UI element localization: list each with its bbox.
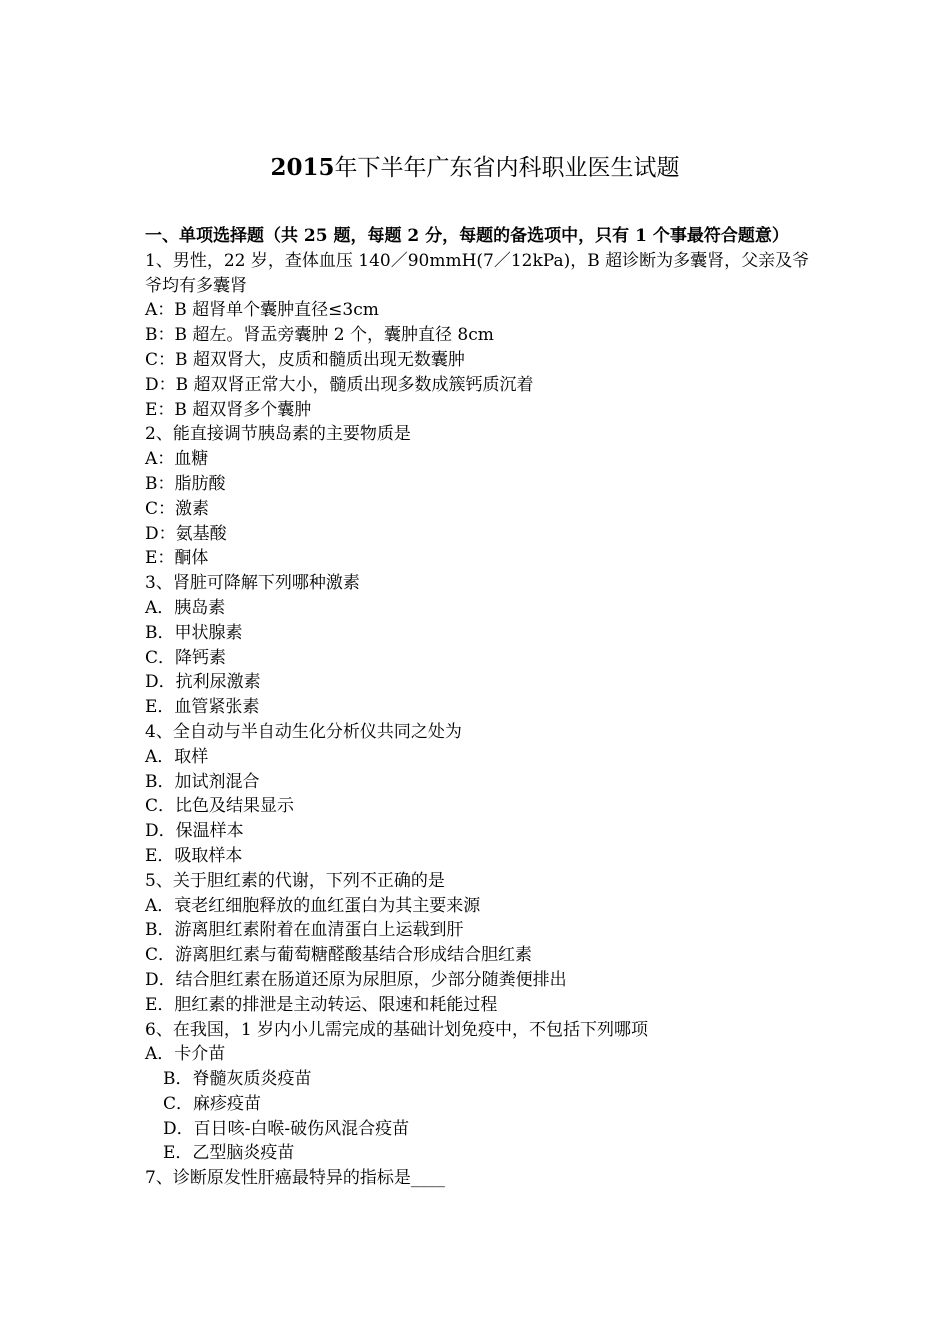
question-option: D：氨基酸: [145, 523, 227, 544]
question-option: B．游离胆红素附着在血清蛋白上运载到肝: [145, 920, 464, 941]
question-stem: 6、在我国，1 岁内小儿需完成的基础计划免疫中，不包括下列哪项: [145, 1019, 649, 1040]
question-option: A．胰岛素: [145, 597, 226, 618]
question-option: E：B 超双肾多个囊肿: [145, 399, 312, 420]
question-option: A：血糖: [145, 449, 209, 470]
question-stem: 1、男性，22 岁，查体血压 140／90mmH(7／12kPa)，B 超诊断为多囊肾，父亲及爷爷均有多囊肾: [145, 250, 810, 296]
question-option: A：B 超肾单个囊肿直径≤3cm: [145, 300, 379, 321]
question-option: A．卡介苗: [145, 1044, 226, 1065]
question-option: C．麻疹疫苗: [163, 1093, 262, 1114]
question-option: B．加试剂混合: [145, 771, 260, 792]
document-body: [145, 224, 810, 1191]
question-option: D．抗利尿激素: [145, 672, 261, 693]
question-option: D．结合胆红素在肠道还原为尿胆原，少部分随粪便排出: [145, 969, 567, 990]
question-option: E．乙型脑炎疫苗: [163, 1143, 295, 1164]
question-stem: 5、关于胆红素的代谢，下列不正确的是: [145, 870, 445, 891]
title-year: 2015: [270, 154, 335, 181]
question-option: E．胆红素的排泄是主动转运、限速和耗能过程: [145, 994, 498, 1015]
question-stem: 4、全自动与半自动生化分析仪共同之处为: [145, 721, 462, 742]
question-stem: 3、肾脏可降解下列哪种激素: [145, 573, 360, 594]
question-option: D：B 超双肾正常大小，髓质出现多数成簇钙质沉着: [145, 374, 534, 395]
question-option: B．脊髓灰质炎疫苗: [163, 1069, 312, 1090]
question-option: C：B 超双肾大，皮质和髓质出现无数囊肿: [145, 349, 465, 370]
question-option: D．百日咳-白喉-破伤风混合疫苗: [163, 1118, 410, 1139]
title-text: 年下半年广东省内科职业医生试题: [334, 155, 680, 181]
page-title: [0, 152, 950, 184]
question-option: C．比色及结果显示: [145, 796, 295, 817]
question-option: E．吸取样本: [145, 845, 243, 866]
question-stem: 7、诊断原发性肝癌最特异的指标是____: [145, 1168, 445, 1189]
question-option: B：B 超左。肾盂旁囊肿 2 个，囊肿直径 8cm: [145, 325, 494, 346]
question-option: B．甲状腺素: [145, 622, 243, 643]
question-option: E．血管紧张素: [145, 697, 260, 718]
question-stem: 2、能直接调节胰岛素的主要物质是: [145, 424, 411, 445]
question-option: D．保温样本: [145, 821, 244, 842]
question-option: A．取样: [145, 746, 209, 767]
question-option: E：酮体: [145, 548, 209, 569]
question-option: C．降钙素: [145, 647, 227, 668]
section-heading: 一、单项选择题（共 25 题，每题 2 分，每题的备选项中，只有 1 个事最符合题意）: [145, 226, 789, 246]
question-option: C．游离胆红素与葡萄糖醛酸基结合形成结合胆红素: [145, 945, 533, 966]
question-option: C：激素: [145, 498, 210, 519]
question-option: A．衰老红细胞释放的血红蛋白为其主要来源: [145, 895, 481, 916]
question-option: B：脂肪酸: [145, 473, 226, 494]
